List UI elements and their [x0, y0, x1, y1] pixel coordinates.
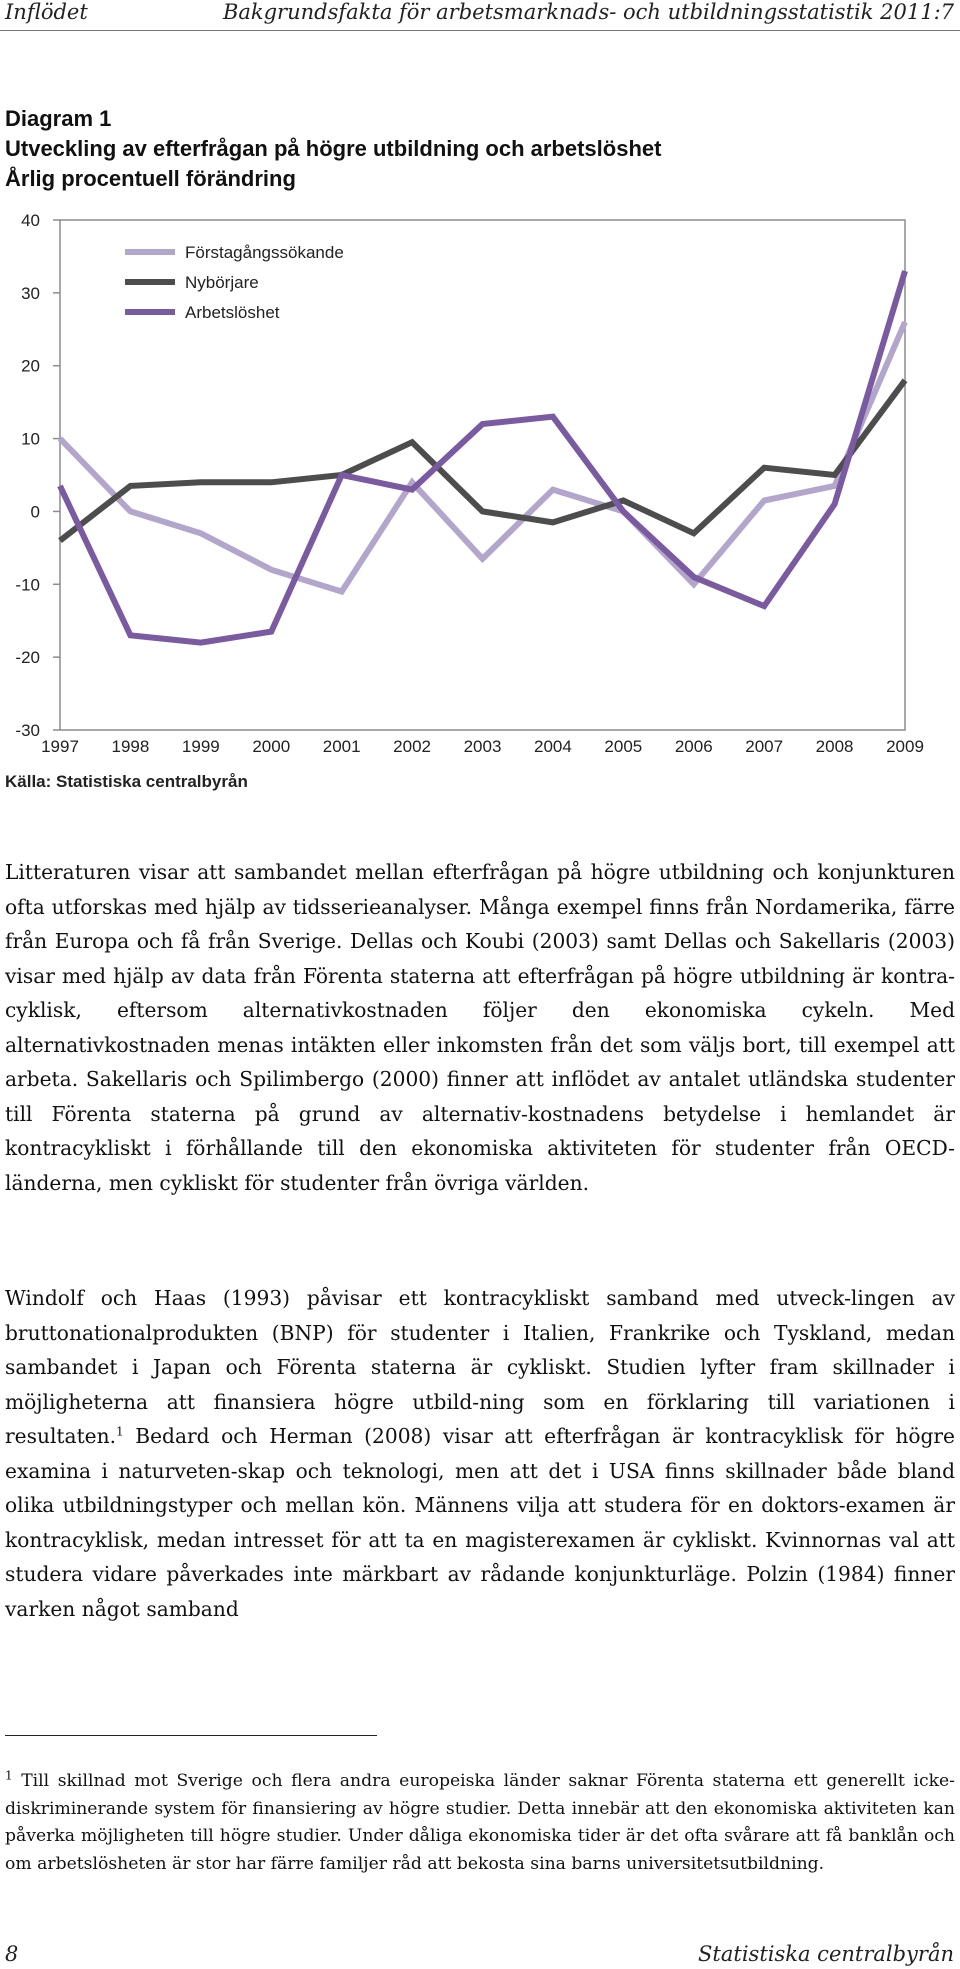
header-divider [0, 30, 960, 31]
footnote [5, 1768, 955, 1878]
y-tick-label: 0 [30, 502, 40, 522]
y-tick-label: 30 [21, 283, 40, 303]
paragraph-1: Litteraturen visar att sambandet mellan efterfrågan på högre utbildning och konjunkturen ofta utforskas med hjälp av tidsserieanalyser. Många exempel finns från Nordamerika, färre från Europa och få från Sverige. Dellas och Koubi (2003) samt Dellas och Sakellaris (2003) visar med hjälp av data från Förenta staterna att efterfrågan på högre utbildning är kontra-cyklisk, eftersom alternativkostnaden följer den ekonomiska cykeln. Med alternativkostnaden menas intäkten eller inkomsten från det som väljs bort, till exempel att arbeta. Sakellaris och Spilimbergo (2000) finner att inflödet av antalet utländska studenter till Förenta staterna på grund av alternativ-kostnadens betydelse i hemlandet är kontracykliskt i förhållande till den ekonomiska aktiviteten för studenter från OECD-länderna, men cykliskt för studenter från övriga världen. [5, 860, 955, 1195]
chart-title: Utveckling av efterfrågan på högre utbildning och arbetslöshet [5, 136, 662, 161]
footer-publisher: Statistiska centralbyrån [698, 1942, 954, 1966]
footnote-divider [5, 1735, 377, 1736]
plot-area [60, 220, 905, 730]
x-tick-label: 2000 [252, 737, 291, 756]
x-tick-label: 1998 [111, 737, 150, 756]
footnote-number: 1 [5, 1768, 13, 1783]
footnote-text: Till skillnad mot Sverige och flera andra europeiska länder saknar Förenta staterna ett generellt icke-diskriminerande system för finansiering av högre studier. Detta innebär att den ekonomiska aktiviteten kan påverka möjligheten till högre studier. Under dåliga ekonomiska tider är det ofta svårare att få banklån och om arbetslösheten är stor har färre familjer råd att bekosta sina barns universitetsutbildning. [5, 1771, 955, 1874]
line-chart [0, 205, 960, 765]
x-tick-label: 2009 [886, 737, 924, 756]
y-tick-label: -10 [15, 575, 40, 595]
chart-number: Diagram 1 [5, 106, 112, 131]
x-tick-label: 1997 [41, 737, 79, 756]
chart-subtitle: Årlig procentuell förändring [5, 166, 296, 191]
chart-source: Källa: Statistiska centralbyrån [5, 772, 248, 791]
header-publication-title: Bakgrundsfakta för arbetsmarknads- och utbildningsstatistik 2011:7 [222, 0, 954, 24]
x-tick-label: 2007 [745, 737, 784, 756]
x-tick-label: 2003 [463, 737, 502, 756]
y-tick-label: 10 [21, 429, 40, 449]
x-tick-label: 1999 [181, 737, 220, 756]
legend-label: Arbetslöshet [185, 303, 280, 322]
x-tick-label: 2002 [393, 737, 431, 756]
page-header [0, 0, 960, 30]
header-section-title: Inflödet [5, 0, 88, 24]
x-tick-label: 2004 [534, 737, 572, 756]
footnote-reference[interactable]: 1 [116, 1424, 124, 1439]
legend-label: Nybörjare [185, 273, 259, 292]
y-tick-label: -30 [15, 721, 40, 740]
paragraph-2 [5, 1281, 955, 1626]
page-number: 8 [5, 1942, 19, 1966]
x-tick-label: 2001 [322, 737, 361, 756]
x-tick-label: 2005 [604, 737, 643, 756]
y-tick-label: 40 [21, 211, 40, 230]
y-tick-label: -20 [15, 648, 40, 668]
x-tick-label: 2006 [674, 737, 713, 756]
y-tick-label: 20 [21, 356, 40, 376]
x-tick-label: 2008 [815, 737, 854, 756]
paragraph-2-part-1: Windolf och Haas (1993) påvisar ett kontracykliskt samband med utveck-lingen av bruttonationalprodukten (BNP) för studenter i Italien, Frankrike och Tyskland, medan sambandet i Japan och Förenta staterna är cykliskt. Studien lyfter fram skillnader i möjligheterna att finansiera högre utbild-ning som en förklaring till variationen i resultaten. [5, 1286, 955, 1448]
paragraph-2-part-2: Bedard och Herman (2008) visar att efterfrågan är kontracyklisk för högre examina i naturveten-skap och teknologi, men att det i USA finns skillnader både bland olika utbildningstyper och mellan kön. Männens vilja att studera för en doktors-examen är kontracyklisk, medan intresset för att ta en magisterexamen är cykliskt. Kvinnornas val att studera vidare påverkades inte märkbart av rådande konjunkturläge. Polzin (1984) finner varken något samband [5, 1424, 955, 1621]
legend-label: Förstagångssökande [185, 243, 344, 262]
chart-heading [5, 104, 661, 194]
